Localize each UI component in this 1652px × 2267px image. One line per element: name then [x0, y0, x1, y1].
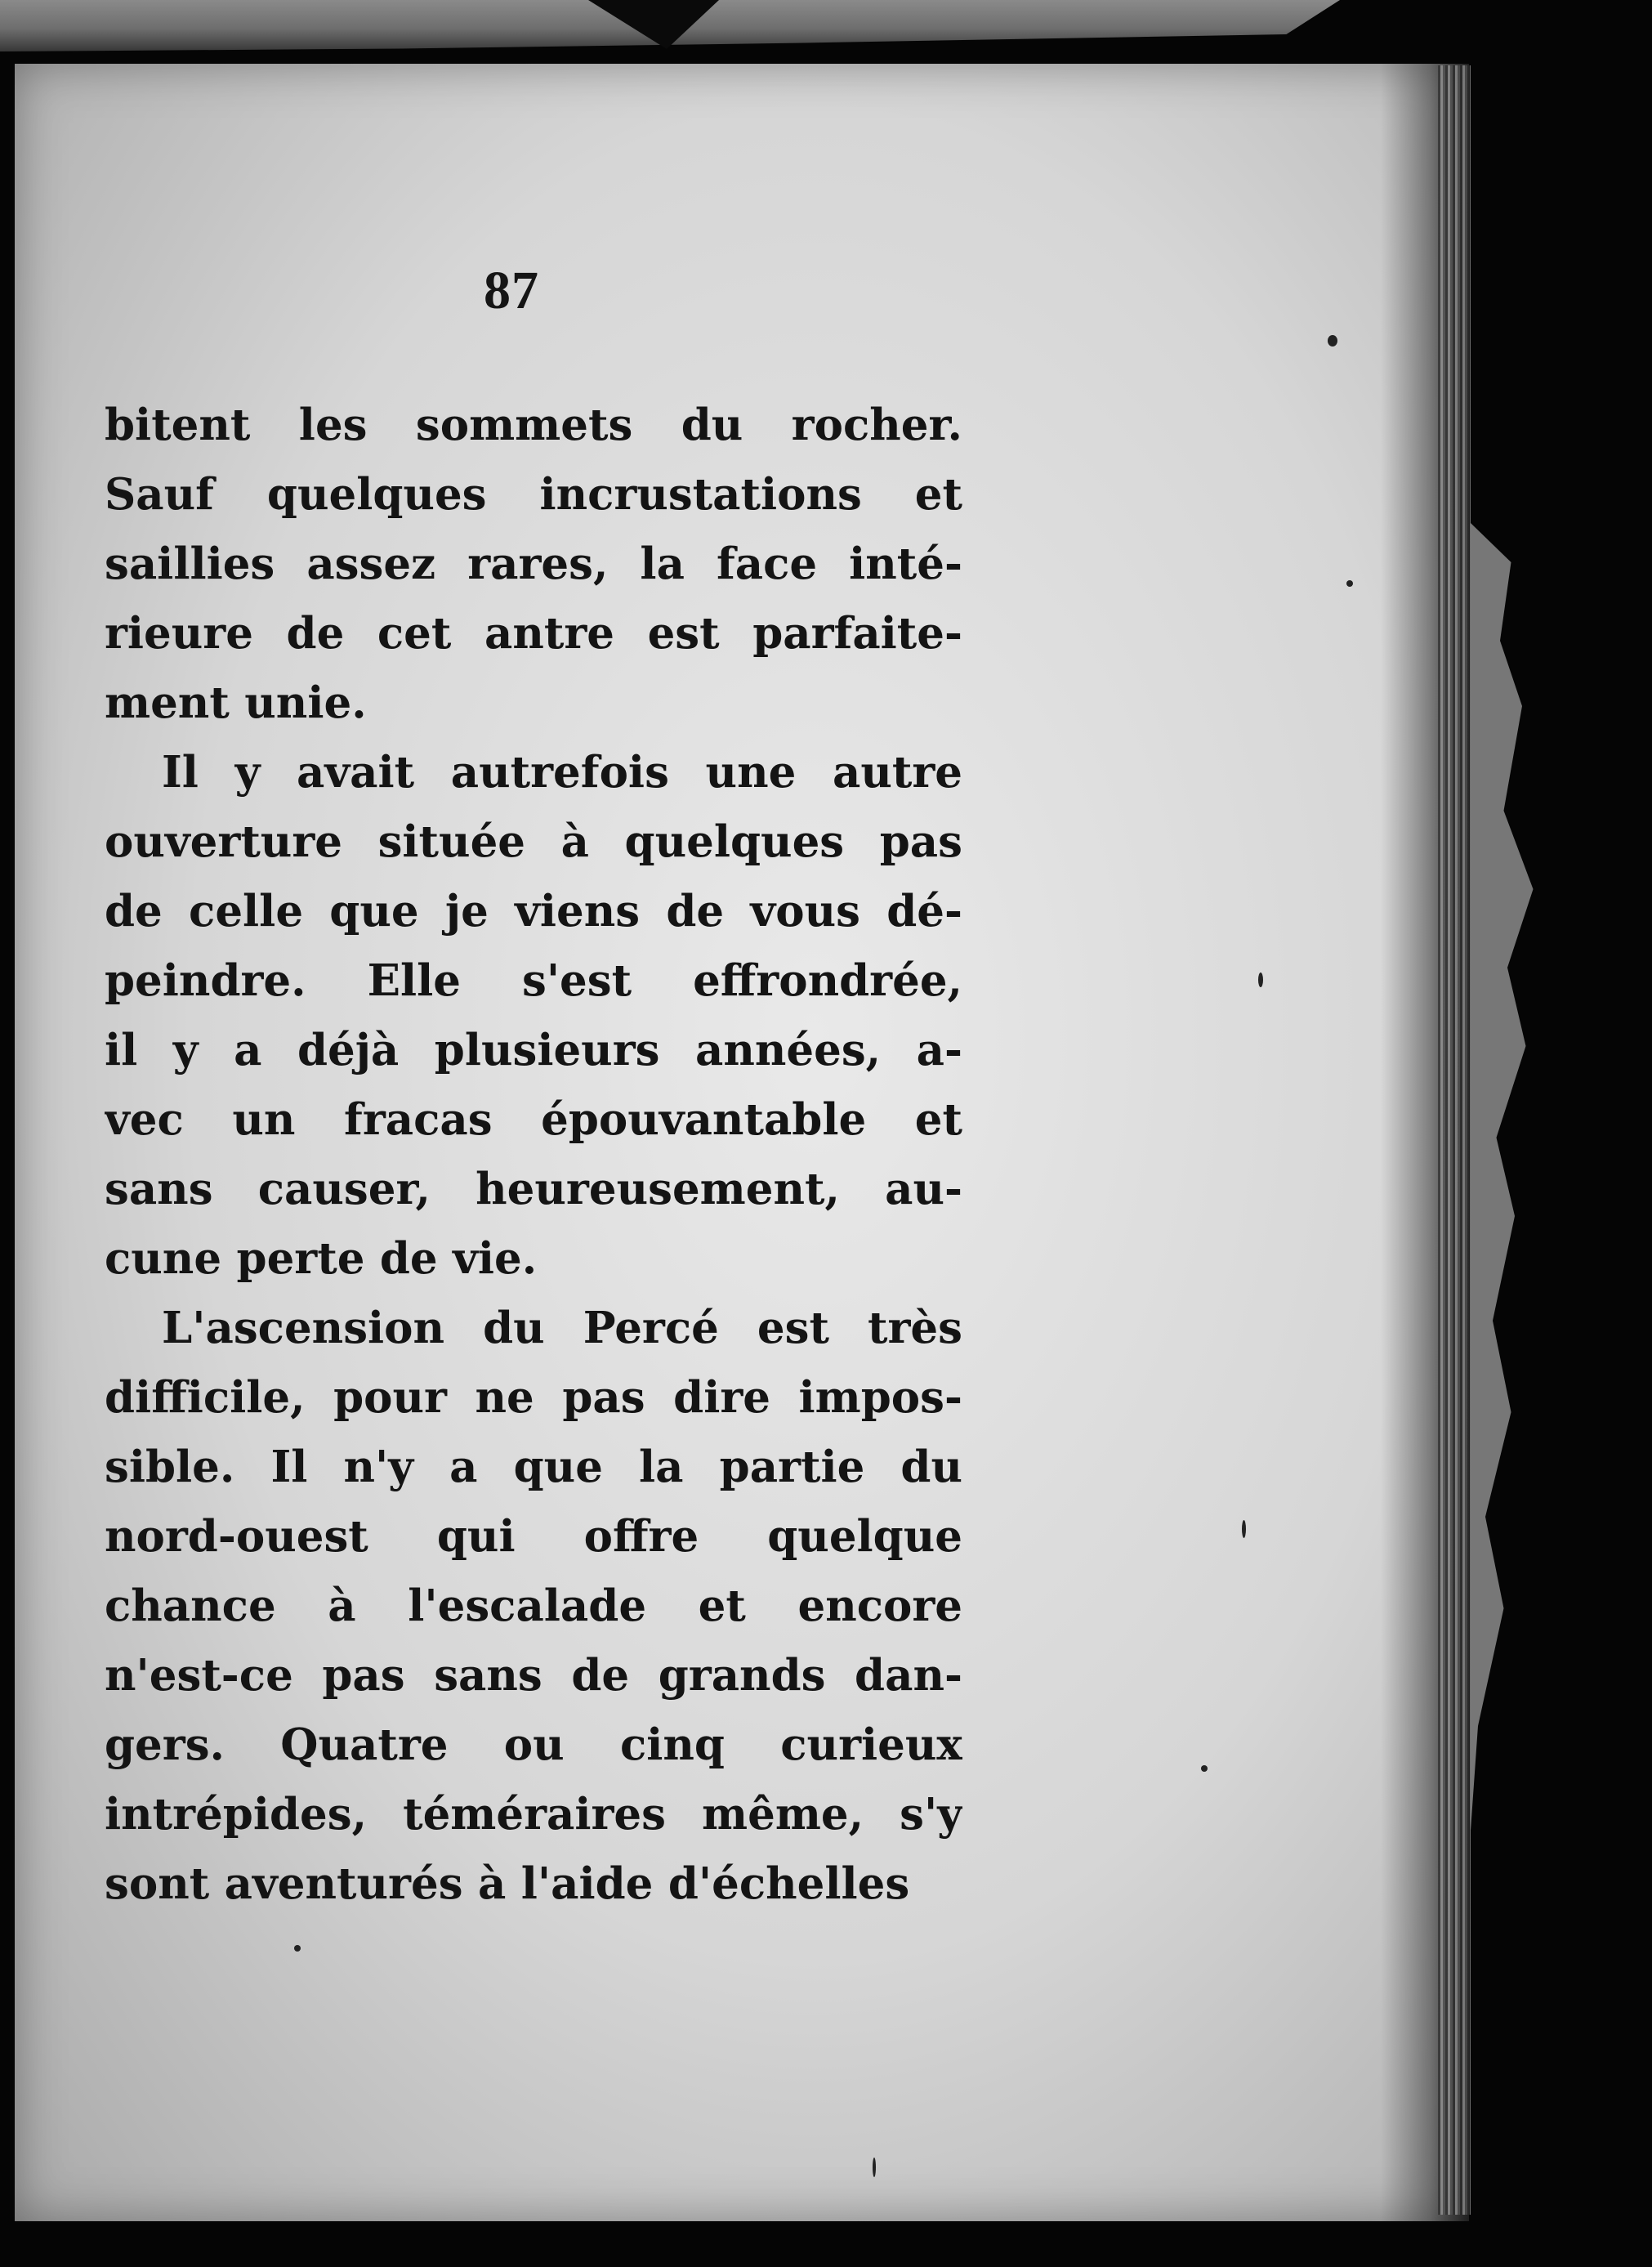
text-line: L'ascension du Percé est très: [162, 1303, 962, 1353]
text-line: sont aventurés à l'aide d'échelles: [105, 1858, 910, 1909]
text-line: chance à l'escalade et encore: [105, 1581, 962, 1631]
paragraph-2: [105, 738, 962, 1294]
text-line: n'est-ce pas sans de grands dan-: [105, 1650, 962, 1701]
text-line: intrépides, téméraires même, s'y: [105, 1789, 962, 1840]
bottom-border: [0, 2223, 1652, 2267]
dust-speck: [1201, 1765, 1208, 1772]
text-line: peindre. Elle s'est effrondrée,: [105, 955, 962, 1006]
text-line: rieure de cet antre est parfaite-: [105, 608, 962, 659]
dust-speck: [873, 2157, 876, 2177]
text-line: cune perte de vie.: [105, 1233, 538, 1284]
dust-speck: [1346, 580, 1353, 587]
text-line: sible. Il n'y a que la partie du: [105, 1442, 962, 1492]
text-line: Il y avait autrefois une autre: [162, 747, 962, 798]
paragraph-1: [105, 391, 962, 738]
dust-speck: [294, 1945, 301, 1952]
text-line: il y a déjà plusieurs années, a-: [105, 1025, 962, 1075]
text-line: de celle que je viens de vous dé-: [105, 886, 962, 937]
text-line: ouverture située à quelques pas: [105, 816, 962, 867]
text-line: vec un fracas épouvantable et: [105, 1094, 962, 1145]
paragraph-3: [105, 1294, 962, 1919]
text-line: nord-ouest qui offre quelque: [105, 1511, 962, 1562]
text-line: gers. Quatre ou cinq curieux: [105, 1719, 962, 1770]
page-edge: [1438, 65, 1471, 2215]
dust-speck: [1242, 1520, 1246, 1538]
dust-speck: [1328, 335, 1337, 347]
dust-speck: [1258, 973, 1263, 987]
text-line: ment unie.: [105, 677, 367, 728]
text-line: bitent les sommets du rocher.: [105, 400, 962, 450]
text-line: Sauf quelques incrustations et: [105, 469, 962, 520]
text-line: saillies assez rares, la face inté-: [105, 539, 962, 589]
text-line: sans causer, heureusement, au-: [105, 1164, 962, 1214]
page-number: 87: [484, 261, 539, 320]
text-line: difficile, pour ne pas dire impos-: [105, 1372, 962, 1423]
body-text: [105, 391, 962, 1919]
